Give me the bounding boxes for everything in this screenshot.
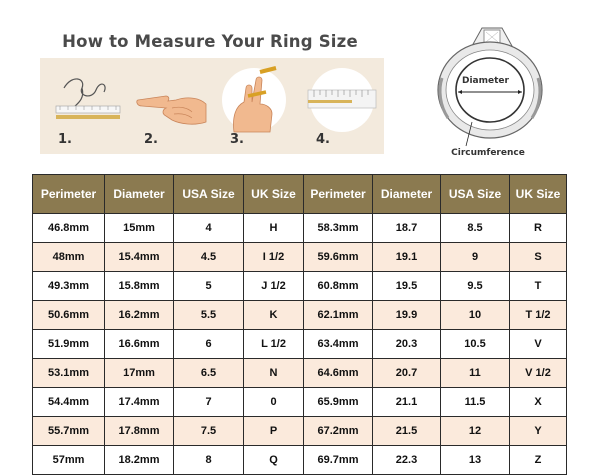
- pointing-hand-icon: [128, 66, 210, 132]
- table-cell: I 1/2: [244, 243, 304, 272]
- table-cell: 21.5: [373, 417, 441, 446]
- step-number: 2.: [144, 132, 158, 147]
- table-cell: 46.8mm: [33, 214, 105, 243]
- circumference-label: Circumference: [451, 148, 525, 158]
- table-cell: 15.4mm: [105, 243, 174, 272]
- table-cell: N: [244, 359, 304, 388]
- table-cell: 59.6mm: [304, 243, 373, 272]
- table-row: [33, 301, 567, 330]
- table-cell: 62.1mm: [304, 301, 373, 330]
- table-cell: 7: [174, 388, 244, 417]
- table-cell: L 1/2: [244, 330, 304, 359]
- table-cell: 5: [174, 272, 244, 301]
- table-cell: 54.4mm: [33, 388, 105, 417]
- table-cell: 49.3mm: [33, 272, 105, 301]
- header-uk-size: UK Size: [510, 175, 567, 214]
- table-cell: 6: [174, 330, 244, 359]
- table-cell: 8.5: [441, 214, 510, 243]
- step-number: 3.: [230, 132, 244, 147]
- table-cell: 9: [441, 243, 510, 272]
- table-cell: 16.2mm: [105, 301, 174, 330]
- table-cell: 64.6mm: [304, 359, 373, 388]
- hand-measuring-icon: [214, 66, 296, 132]
- step-number: 1.: [58, 132, 72, 147]
- table-cell: J 1/2: [244, 272, 304, 301]
- header-diameter: Diameter: [373, 175, 441, 214]
- guide-title: How to Measure Your Ring Size: [62, 32, 358, 51]
- table-cell: H: [244, 214, 304, 243]
- table-cell: 15.8mm: [105, 272, 174, 301]
- table-cell: T 1/2: [510, 301, 567, 330]
- table-cell: 60.8mm: [304, 272, 373, 301]
- table-cell: 67.2mm: [304, 417, 373, 446]
- table-cell: 4: [174, 214, 244, 243]
- ruler-closeup-icon: [300, 66, 382, 132]
- table-cell: X: [510, 388, 567, 417]
- header-diameter: Diameter: [105, 175, 174, 214]
- table-cell: 10: [441, 301, 510, 330]
- table-cell: V 1/2: [510, 359, 567, 388]
- step-2: [126, 58, 212, 154]
- table-cell: 18.2mm: [105, 446, 174, 475]
- table-cell: 50.6mm: [33, 301, 105, 330]
- header-perimeter: Perimeter: [304, 175, 373, 214]
- table-cell: 55.7mm: [33, 417, 105, 446]
- ring-icon: [432, 18, 562, 168]
- table-cell: 63.4mm: [304, 330, 373, 359]
- table-cell: 17.8mm: [105, 417, 174, 446]
- table-cell: S: [510, 243, 567, 272]
- header-perimeter: Perimeter: [33, 175, 105, 214]
- table-cell: 13: [441, 446, 510, 475]
- table-cell: 69.7mm: [304, 446, 373, 475]
- table-cell: 20.3: [373, 330, 441, 359]
- table-row: [33, 243, 567, 272]
- table-cell: K: [244, 301, 304, 330]
- table-cell: Q: [244, 446, 304, 475]
- step-1: [40, 58, 126, 154]
- header-usa-size: USA Size: [441, 175, 510, 214]
- step-number: 4.: [316, 132, 330, 147]
- table-cell: 8: [174, 446, 244, 475]
- ring-diagram: [432, 18, 562, 168]
- table-cell: 18.7: [373, 214, 441, 243]
- table-cell: P: [244, 417, 304, 446]
- table-cell: 20.7: [373, 359, 441, 388]
- table-row: [33, 417, 567, 446]
- table-cell: 11: [441, 359, 510, 388]
- table-cell: 51.9mm: [33, 330, 105, 359]
- table-cell: 15mm: [105, 214, 174, 243]
- table-cell: 11.5: [441, 388, 510, 417]
- table-cell: 17mm: [105, 359, 174, 388]
- table-row: [33, 272, 567, 301]
- table-cell: Z: [510, 446, 567, 475]
- header-usa-size: USA Size: [174, 175, 244, 214]
- table-cell: 6.5: [174, 359, 244, 388]
- string-ruler-icon: [42, 66, 124, 132]
- table-cell: 19.1: [373, 243, 441, 272]
- table-cell: 10.5: [441, 330, 510, 359]
- table-cell: 57mm: [33, 446, 105, 475]
- table-cell: 9.5: [441, 272, 510, 301]
- table-cell: 5.5: [174, 301, 244, 330]
- table-cell: 0: [244, 388, 304, 417]
- table-cell: Y: [510, 417, 567, 446]
- table-cell: 4.5: [174, 243, 244, 272]
- table-cell: 48mm: [33, 243, 105, 272]
- ring-size-table: [32, 174, 567, 475]
- table-cell: 19.5: [373, 272, 441, 301]
- table-cell: R: [510, 214, 567, 243]
- table-row: [33, 330, 567, 359]
- header-uk-size: UK Size: [244, 175, 304, 214]
- table-row: [33, 446, 567, 475]
- table-cell: 53.1mm: [33, 359, 105, 388]
- table-row: [33, 359, 567, 388]
- table-row: [33, 388, 567, 417]
- table-cell: 65.9mm: [304, 388, 373, 417]
- table-cell: 17.4mm: [105, 388, 174, 417]
- table-cell: 19.9: [373, 301, 441, 330]
- table-row: [33, 214, 567, 243]
- table-cell: 22.3: [373, 446, 441, 475]
- diameter-label: Diameter: [462, 76, 509, 86]
- table-cell: V: [510, 330, 567, 359]
- table-cell: 58.3mm: [304, 214, 373, 243]
- table-cell: 12: [441, 417, 510, 446]
- guide-steps-panel: [40, 58, 384, 154]
- table-header-row: [33, 175, 567, 214]
- step-4: [298, 58, 384, 154]
- measure-guide-section: [0, 0, 600, 172]
- table-cell: 16.6mm: [105, 330, 174, 359]
- table-cell: 7.5: [174, 417, 244, 446]
- table-cell: 21.1: [373, 388, 441, 417]
- step-3: [212, 58, 298, 154]
- table-cell: T: [510, 272, 567, 301]
